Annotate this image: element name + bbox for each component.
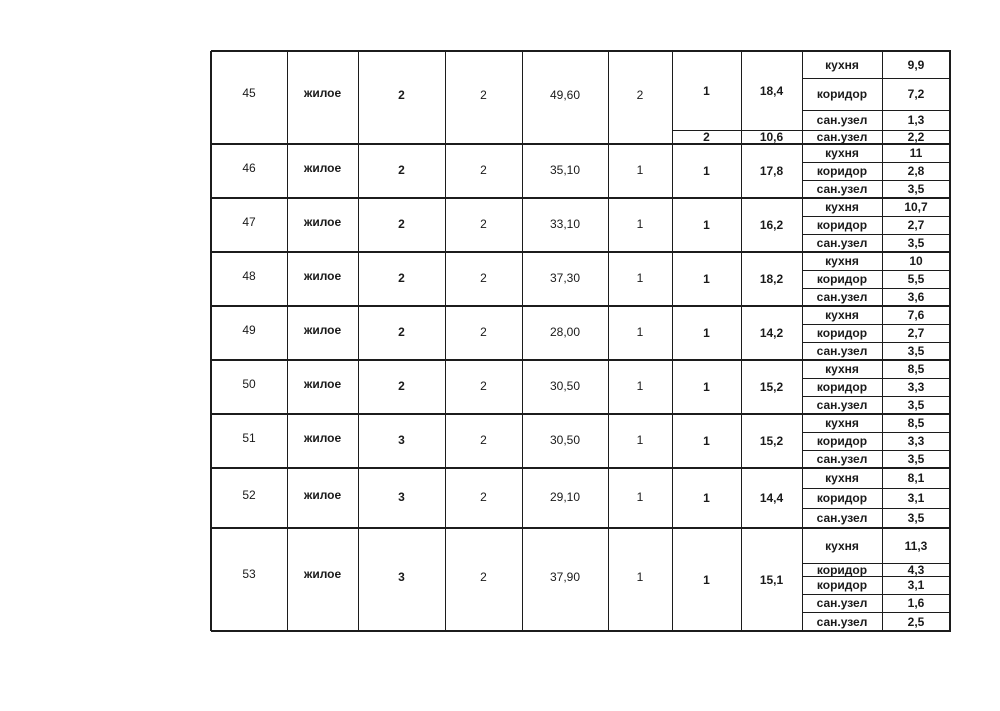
aux-room-name: сан.узел <box>816 344 868 358</box>
aux-room-area: 10 <box>909 254 923 268</box>
premises-type: жилое <box>303 488 342 502</box>
aux-room-area: 2,5 <box>907 614 925 629</box>
aux-room-area: 8,5 <box>907 362 925 376</box>
aux-room-area: 3,6 <box>907 290 925 304</box>
rooms-count-cell: 2 <box>636 88 644 103</box>
aux-room-name: коридор <box>816 380 868 394</box>
total-area-cell: 28,00 <box>549 324 581 339</box>
apartment-number: 51 <box>242 431 256 446</box>
aux-room-name: кухня <box>825 146 859 160</box>
aux-room-name: кухня <box>825 362 859 376</box>
aux-room-area: 3,5 <box>907 236 925 250</box>
aux-room-name: коридор <box>816 578 868 592</box>
aux-room-area: 2,7 <box>907 326 925 340</box>
living-room-number: 1 <box>703 83 710 98</box>
aux-room-name: кухня <box>825 200 859 214</box>
aux-room-name: сан.узел <box>816 130 868 144</box>
total-area-cell: 29,10 <box>549 489 581 504</box>
premises-type: жилое <box>303 431 342 446</box>
value-cell: 2 <box>480 162 487 177</box>
apartment-number: 46 <box>242 161 256 176</box>
aux-room-name: кухня <box>825 254 859 268</box>
value-cell: 2 <box>480 489 487 504</box>
aux-room-area: 4,3 <box>907 562 925 577</box>
total-area-cell: 33,10 <box>549 216 581 231</box>
aux-room-area: 8,5 <box>907 416 925 430</box>
living-room-area: 10,6 <box>759 130 784 144</box>
apartment-number: 52 <box>242 488 256 502</box>
floor-cell: 3 <box>398 569 405 584</box>
aux-room-area: 9,9 <box>907 57 925 72</box>
aux-room-name: сан.узел <box>816 596 868 610</box>
premises-type: жилое <box>303 323 342 338</box>
aux-room-name: сан.узел <box>816 182 868 196</box>
floor-cell: 2 <box>398 324 405 339</box>
aux-room-area: 1,6 <box>907 596 925 610</box>
aux-room-name: коридор <box>816 562 868 577</box>
aux-room-area: 11 <box>909 146 923 160</box>
aux-room-area: 3,5 <box>907 344 925 358</box>
value-cell: 2 <box>480 88 487 103</box>
living-room-area: 18,4 <box>759 83 784 98</box>
aux-room-area: 5,5 <box>907 272 925 286</box>
apartment-number: 53 <box>242 567 256 582</box>
aux-room-name: коридор <box>816 491 868 505</box>
aux-room-name: коридор <box>816 326 868 340</box>
rooms-count-cell: 1 <box>636 162 644 177</box>
premises-type: жилое <box>303 215 342 230</box>
rooms-count-cell: 1 <box>636 378 644 393</box>
value-cell: 2 <box>480 569 487 584</box>
living-room-number: 1 <box>703 218 710 232</box>
aux-room-name: коридор <box>816 218 868 232</box>
aux-room-area: 7,2 <box>907 87 925 101</box>
living-room-number: 1 <box>703 326 710 340</box>
aux-room-area: 3,3 <box>907 434 925 448</box>
rooms-count-cell: 1 <box>636 432 644 447</box>
apartment-number: 50 <box>242 377 256 392</box>
aux-room-name: сан.узел <box>816 511 868 525</box>
value-cell: 2 <box>480 216 487 231</box>
aux-room-name: сан.узел <box>816 236 868 250</box>
aux-room-name: коридор <box>816 87 868 101</box>
aux-room-area: 10,7 <box>904 200 928 214</box>
floor-cell: 2 <box>398 270 405 285</box>
aux-room-name: сан.узел <box>816 398 868 412</box>
living-room-area: 16,2 <box>759 218 784 232</box>
aux-room-area: 2,7 <box>907 218 925 232</box>
rooms-count-cell: 1 <box>636 324 644 339</box>
aux-room-name: кухня <box>825 471 859 485</box>
floor-cell: 2 <box>398 216 405 231</box>
living-room-area: 17,8 <box>759 164 784 178</box>
aux-room-area: 3,3 <box>907 380 925 394</box>
premises-type: жилое <box>303 567 342 582</box>
living-room-area: 18,2 <box>759 272 784 286</box>
total-area-cell: 37,90 <box>549 569 581 584</box>
floor-cell: 2 <box>398 162 405 177</box>
aux-room-name: кухня <box>825 538 859 553</box>
aux-room-area: 3,5 <box>907 182 925 196</box>
value-cell: 2 <box>480 378 487 393</box>
aux-room-area: 3,5 <box>907 452 925 466</box>
premises-type: жилое <box>303 269 342 284</box>
total-area-cell: 35,10 <box>549 162 581 177</box>
living-room-number: 2 <box>703 130 710 144</box>
aux-room-name: кухня <box>825 308 859 322</box>
living-room-number: 1 <box>703 380 710 394</box>
rooms-count-cell: 1 <box>636 489 644 504</box>
aux-room-name: кухня <box>825 57 859 72</box>
total-area-cell: 30,50 <box>549 432 581 447</box>
living-room-area: 15,1 <box>759 572 784 587</box>
aux-room-area: 2,2 <box>907 130 925 144</box>
total-area-cell: 37,30 <box>549 270 581 285</box>
aux-room-area: 3,1 <box>907 578 925 592</box>
floor-cell: 3 <box>398 489 405 504</box>
aux-room-area: 8,1 <box>907 471 925 485</box>
value-cell: 2 <box>480 270 487 285</box>
aux-room-name: сан.узел <box>816 113 868 127</box>
floor-cell: 2 <box>398 88 405 103</box>
living-room-area: 14,2 <box>759 326 784 340</box>
premises-type: жилое <box>303 85 342 100</box>
floor-cell: 2 <box>398 378 405 393</box>
apartment-number: 47 <box>242 215 256 230</box>
living-room-number: 1 <box>703 272 710 286</box>
aux-room-name: сан.узел <box>816 614 868 629</box>
living-room-number: 1 <box>703 491 710 505</box>
apartment-number: 48 <box>242 269 256 284</box>
aux-room-area: 3,5 <box>907 398 925 412</box>
apartment-number: 49 <box>242 323 256 338</box>
premises-type: жилое <box>303 377 342 392</box>
aux-room-name: коридор <box>816 434 868 448</box>
aux-room-area: 11,3 <box>904 538 928 553</box>
total-area-cell: 49,60 <box>549 88 581 103</box>
aux-room-name: коридор <box>816 272 868 286</box>
aux-room-name: сан.узел <box>816 452 868 466</box>
aux-room-area: 3,5 <box>907 511 925 525</box>
aux-room-area: 2,8 <box>907 164 925 178</box>
aux-room-name: коридор <box>816 164 868 178</box>
total-area-cell: 30,50 <box>549 378 581 393</box>
value-cell: 2 <box>480 432 487 447</box>
aux-room-area: 3,1 <box>907 491 925 505</box>
living-room-number: 1 <box>703 164 710 178</box>
rooms-count-cell: 1 <box>636 569 644 584</box>
premises-type: жилое <box>303 161 342 176</box>
rooms-count-cell: 1 <box>636 270 644 285</box>
aux-room-area: 1,3 <box>907 113 925 127</box>
aux-room-name: кухня <box>825 416 859 430</box>
value-cell: 2 <box>480 324 487 339</box>
floor-cell: 3 <box>398 432 405 447</box>
aux-room-name: сан.узел <box>816 290 868 304</box>
living-room-area: 14,4 <box>759 491 784 505</box>
aux-room-area: 7,6 <box>907 308 925 322</box>
living-room-area: 15,2 <box>759 380 784 394</box>
living-room-area: 15,2 <box>759 434 784 448</box>
apartment-number: 45 <box>242 85 256 100</box>
living-room-number: 1 <box>703 572 710 587</box>
rooms-count-cell: 1 <box>636 216 644 231</box>
living-room-number: 1 <box>703 434 710 448</box>
